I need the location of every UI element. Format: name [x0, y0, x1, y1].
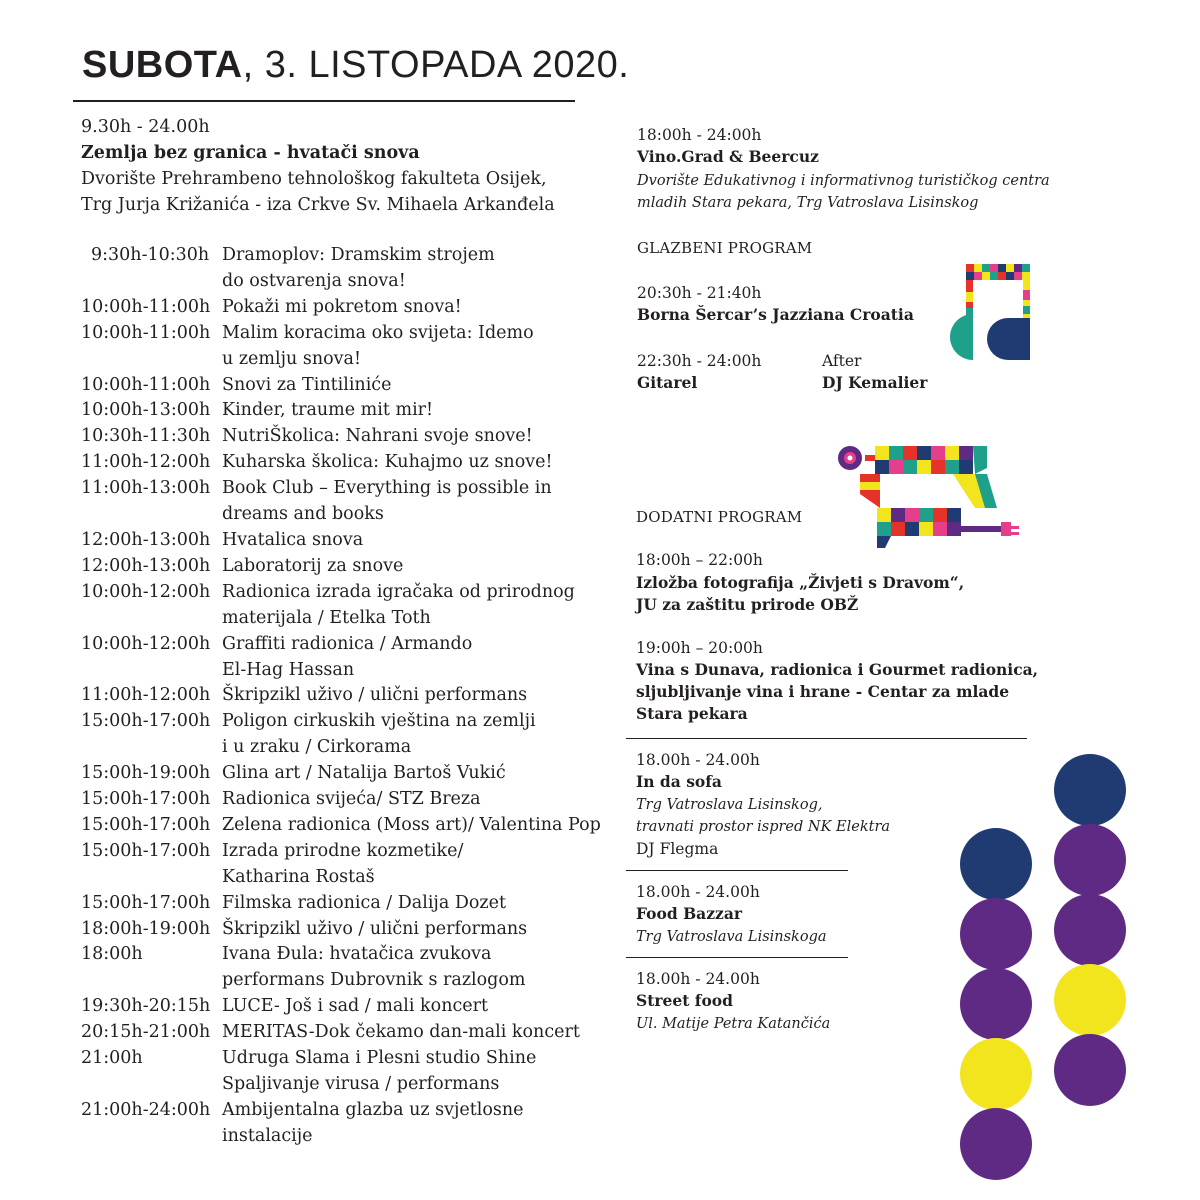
schedule-time: 15:00h-17:00h [81, 814, 211, 835]
decor-dot-yellow [1054, 964, 1126, 1036]
schedule-line: i u zraku / Cirkorama [222, 737, 412, 758]
schedule-line: u zemlju snova! [222, 348, 362, 369]
schedule-row [81, 1046, 581, 1098]
schedule-description [222, 891, 506, 917]
music-act2-time: 22:30h - 24:00h [637, 352, 762, 370]
schedule-description [222, 761, 506, 787]
decor-dot-purple [1054, 894, 1126, 966]
schedule-line: Poligon cirkuskih vještina na zemlji [222, 711, 536, 732]
extra-item2-line1: Vina s Dunava, radionica i Gourmet radionica, [636, 660, 1039, 679]
schedule-description [222, 1046, 536, 1098]
decor-dot-purple [1054, 824, 1126, 896]
schedule-row [81, 839, 581, 891]
title-underline [73, 100, 575, 102]
schedule-line: materijala / Etelka Toth [222, 607, 431, 628]
extra-item2-line2: sljubljivanje vina i hrane - Centar za mlade [636, 682, 1010, 701]
schedule-row [81, 580, 581, 632]
schedule-line: do ostvarenja snova! [222, 270, 406, 291]
schedule-list [81, 243, 601, 1150]
schedule-description [222, 632, 472, 684]
schedule-line: Snovi za Tintiliniće [222, 374, 392, 395]
schedule-time: 21:00h-24:00h [81, 1099, 211, 1120]
schedule-description [222, 813, 601, 839]
extra-item2-line3: Stara pekara [636, 704, 748, 723]
schedule-line: Malim koracima oko svijeta: Idemo [222, 322, 534, 343]
schedule-description [222, 450, 553, 476]
schedule-description [222, 476, 552, 528]
schedule-line: performans Dubrovnik s razlogom [222, 970, 526, 991]
schedule-description [222, 580, 575, 632]
schedule-row [81, 295, 581, 321]
schedule-row [81, 398, 581, 424]
schedule-time: 11:00h-12:00h [81, 685, 211, 706]
extra-item2-time: 19:00h – 20:00h [636, 639, 763, 657]
extra-item1-line2: JU za zaštitu prirode OBŽ [636, 595, 859, 614]
schedule-row [81, 554, 581, 580]
schedule-row [81, 891, 581, 917]
extra-program-label: DODATNI PROGRAM [636, 508, 803, 526]
schedule-line: Spaljivanje virusa / performans [222, 1074, 500, 1094]
decor-dot-purple [960, 1108, 1032, 1180]
schedule-row [81, 243, 581, 295]
schedule-description [222, 528, 363, 554]
schedule-line: Graffiti radionica / Armando [222, 633, 473, 654]
schedule-line: NutriŠkolica: Nahrani svoje snove! [222, 426, 533, 447]
schedule-line: Ivana Đula: hvatačica zvukova [222, 944, 492, 965]
bazzar-location: Trg Vatroslava Lisinskoga [636, 929, 827, 945]
decor-dot-purple [960, 968, 1032, 1040]
schedule-line: Škripzikl uživo / ulični performans [222, 918, 528, 939]
schedule-row [81, 813, 601, 839]
schedule-time: 15:00h-17:00h [81, 892, 211, 913]
bazzar-time: 18.00h - 24.00h [636, 883, 760, 901]
schedule-time: 10:00h-13:00h [81, 400, 211, 421]
schedule-time: 12:00h-13:00h [81, 529, 211, 550]
schedule-line: LUCE- Još i sad / mali koncert [222, 996, 489, 1017]
schedule-description [222, 554, 403, 580]
title-date: , 3. LISTOPADA 2020. [242, 44, 630, 86]
schedule-time: 15:00h-19:00h [81, 763, 211, 784]
schedule-line: Radionica izrada igračaka od prirodnog [222, 581, 575, 602]
schedule-time: 20:15h-21:00h [81, 1022, 211, 1043]
schedule-line: Kuharska školica: Kuhajmo uz snove! [222, 452, 553, 473]
sofa-title: In da sofa [636, 772, 722, 791]
sofa-time: 18.00h - 24.00h [636, 751, 760, 769]
schedule-description [222, 243, 495, 295]
schedule-description [222, 709, 536, 761]
schedule-line: Izrada prirodne kozmetike/ [222, 840, 464, 861]
page-title [82, 44, 629, 87]
schedule-line: Zelena radionica (Moss art)/ Valentina Pop [222, 814, 601, 835]
vino-time: 18:00h - 24:00h [637, 126, 762, 144]
schedule-row [81, 476, 581, 528]
schedule-row [81, 450, 581, 476]
schedule-row [81, 632, 581, 684]
schedule-time: 11:00h-13:00h [81, 478, 211, 499]
schedule-time: 18:00h-19:00h [81, 918, 211, 939]
schedule-line: Škripzikl uživo / ulični performans [222, 685, 528, 706]
schedule-row [81, 321, 581, 373]
schedule-time: 18:00h [81, 944, 143, 965]
vino-location-1: Dvorište Edukativnog i informativnog turističkog centra [637, 173, 1050, 189]
sofa-location-1: Trg Vatroslava Lisinskog, [636, 797, 823, 813]
schedule-description [222, 295, 462, 321]
schedule-description [222, 1020, 580, 1046]
schedule-time: 21:00h [81, 1048, 143, 1069]
schedule-time: 15:00h-17:00h [81, 711, 211, 732]
schedule-row [81, 787, 581, 813]
schedule-line: dreams and books [222, 504, 384, 525]
schedule-line: Radionica svijeća/ STZ Breza [222, 789, 481, 810]
schedule-line: Kinder, traume mit mir! [222, 400, 434, 421]
vino-title: Vino.Grad & Beercuz [637, 147, 819, 166]
schedule-line: Udruga Slama i Plesni studio Shine [222, 1048, 537, 1069]
schedule-time: 12:00h-13:00h [81, 555, 211, 576]
sofa-divider [626, 870, 848, 871]
schedule-row [81, 761, 581, 787]
decor-dot-navy [960, 828, 1032, 900]
schedule-description [222, 1098, 524, 1150]
schedule-time: 10:00h-12:00h [81, 633, 211, 654]
vino-location-2: mladih Stara pekara, Trg Vatroslava Lisinskog [637, 195, 979, 211]
schedule-row [81, 1020, 581, 1046]
music-after-label: After [822, 352, 862, 370]
schedule-description [222, 373, 391, 399]
schedule-time: 15:00h-17:00h [81, 789, 211, 810]
extra-item1-line1: Izložba fotografija „Živjeti s Dravom“, [636, 573, 965, 592]
street-title: Street food [636, 991, 733, 1010]
schedule-time: 10:00h-12:00h [81, 581, 211, 602]
schedule-row [81, 683, 581, 709]
schedule-description [222, 787, 481, 813]
decor-dot-navy [1054, 754, 1126, 826]
extra-item1-time: 18:00h – 22:00h [636, 551, 763, 569]
street-time: 18.00h - 24.00h [636, 970, 760, 988]
music-act1-name: Borna Šercar’s Jazziana Croatia [637, 305, 914, 324]
sofa-dj: DJ Flegma [636, 840, 719, 858]
schedule-row [81, 424, 581, 450]
schedule-description [222, 683, 527, 709]
music-act2-name: Gitarel [637, 373, 698, 392]
extra-divider [626, 738, 1027, 739]
schedule-line: Laboratorij za snove [222, 555, 404, 576]
schedule-time: 10:30h-11:30h [81, 426, 211, 447]
schedule-line: Dramoplov: Dramskim strojem [222, 245, 495, 265]
schedule-time: 9:30h-10:30h [91, 245, 210, 265]
schedule-row [81, 942, 581, 994]
main-event-location-2: Trg Jurja Križanića - iza Crkve Sv. Mihaela Arkanđela [81, 195, 555, 215]
music-note-icon [930, 262, 1035, 364]
schedule-description [222, 321, 534, 373]
schedule-line: MERITAS-Dok čekamo dan-mali koncert [222, 1022, 580, 1043]
schedule-description [222, 994, 488, 1020]
main-event-location-1: Dvorište Prehrambeno tehnološkog fakulteta Osijek, [81, 169, 547, 189]
schedule-row [81, 994, 581, 1020]
schedule-time: 15:00h-17:00h [81, 840, 211, 861]
schedule-line: instalacije [222, 1125, 313, 1146]
schedule-row [81, 1098, 581, 1150]
music-program-label: GLAZBENI PROGRAM [637, 239, 813, 257]
schedule-row [81, 528, 581, 554]
schedule-description [222, 424, 533, 450]
schedule-description [222, 839, 463, 891]
schedule-line: Pokaži mi pokretom snova! [222, 296, 462, 317]
title-day: SUBOTA [82, 44, 243, 86]
patterned-ribbon-icon [835, 438, 1025, 550]
schedule-time: 11:00h-12:00h [81, 452, 211, 473]
schedule-row [81, 917, 581, 943]
schedule-line: Glina art / Natalija Bartoš Vukić [222, 763, 506, 784]
decor-dot-purple [960, 898, 1032, 970]
music-after-name: DJ Kemalier [822, 373, 928, 392]
schedule-description [222, 398, 433, 424]
schedule-time: 19:30h-20:15h [81, 996, 211, 1017]
schedule-line: Book Club – Everything is possible in [222, 478, 552, 499]
schedule-time: 10:00h-11:00h [81, 322, 211, 343]
schedule-line: Hvatalica snova [222, 529, 364, 550]
decor-dot-purple [1054, 1034, 1126, 1106]
main-event-title: Zemlja bez granica - hvatači snova [81, 143, 420, 163]
bazzar-title: Food Bazzar [636, 904, 743, 923]
street-location: Ul. Matije Petra Katančića [636, 1016, 831, 1032]
schedule-description [222, 917, 527, 943]
schedule-time: 10:00h-11:00h [81, 296, 211, 317]
schedule-row [81, 709, 581, 761]
bazzar-divider [626, 957, 848, 958]
schedule-line: Katharina Rostaš [222, 866, 375, 887]
schedule-time: 10:00h-11:00h [81, 374, 211, 395]
main-event-time: 9.30h - 24.00h [81, 117, 210, 137]
schedule-line: Filmska radionica / Dalija Dozet [222, 892, 507, 913]
decor-dot-yellow [960, 1038, 1032, 1110]
music-act1-time: 20:30h - 21:40h [637, 284, 762, 302]
schedule-description [222, 942, 526, 994]
sofa-location-2: travnati prostor ispred NK Elektra [636, 819, 891, 835]
schedule-row [81, 373, 581, 399]
schedule-line: El-Hag Hassan [222, 659, 355, 680]
schedule-line: Ambijentalna glazba uz svjetlosne [222, 1099, 524, 1120]
